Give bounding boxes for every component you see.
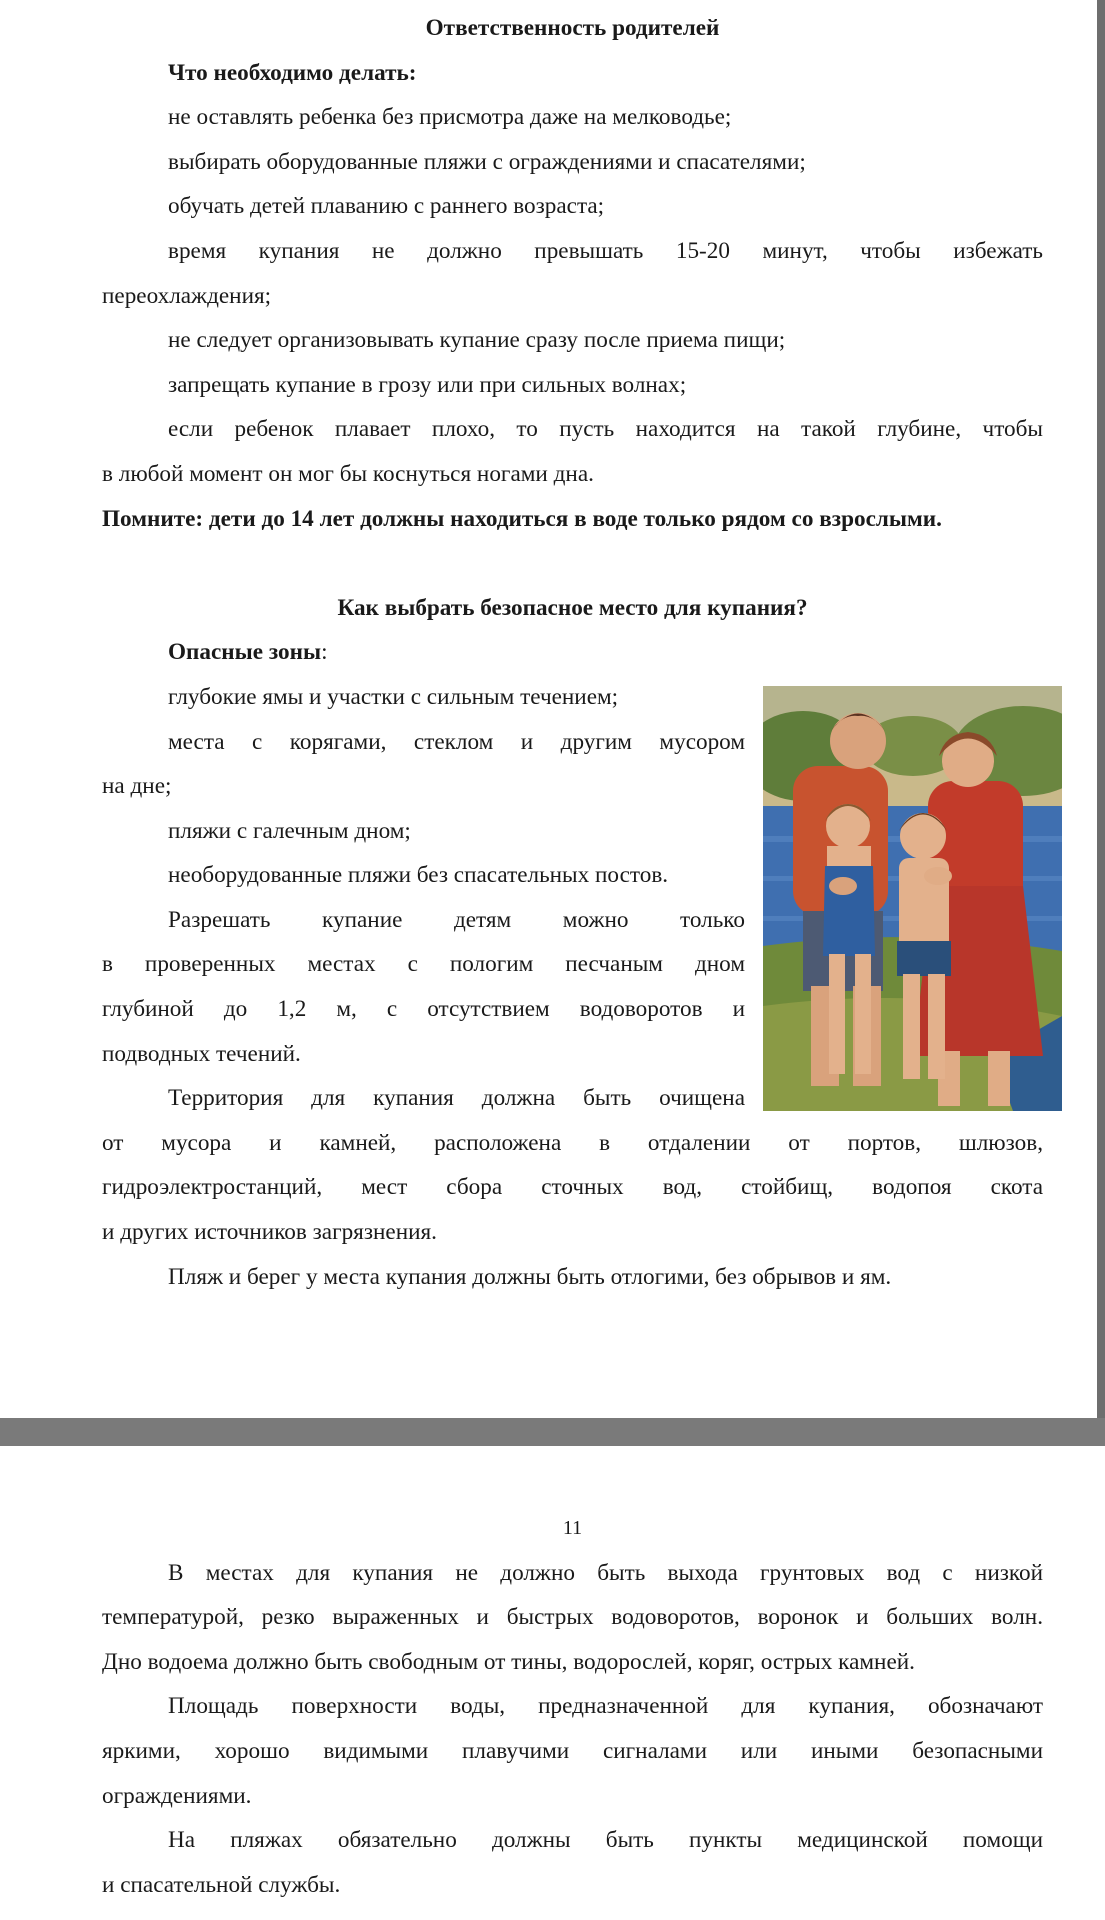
page-separator xyxy=(0,1418,1105,1446)
list-item: не оставлять ребенка без присмотра даже на мелководье; xyxy=(168,104,732,131)
danger-zones-label: Опасные зоны xyxy=(168,639,322,666)
paragraph-line: ограждениями. xyxy=(102,1782,252,1809)
danger-item: места с корягами, стеклом и другим мусором xyxy=(168,728,745,755)
territory-line: Территория для купания должна быть очищена xyxy=(168,1085,745,1112)
list-item: время купания не должно превышать 15-20 минут, чтобы избежать xyxy=(168,237,1043,264)
allowed-line: в проверенных местах с пологим песчаным дном xyxy=(102,951,745,978)
page-number: 11 xyxy=(562,1517,583,1539)
list-item-continuation: в любой момент он мог бы коснуться ногами дна. xyxy=(102,460,594,487)
paragraph-line: На пляжах обязательно должны быть пункты медицинской помощи xyxy=(168,1827,1043,1854)
document-page xyxy=(0,1446,1105,1920)
reminder-text: Помните: дети до 14 лет должны находиться в воде только рядом со взрослыми. xyxy=(102,505,942,532)
paragraph-line: Площадь поверхности воды, предназначенной для купания, обозначают xyxy=(168,1693,1043,1720)
territory-line: от мусора и камней, расположена в отдалении от портов, шлюзов, xyxy=(102,1129,1043,1156)
list-item: запрещать купание в грозу или при сильных волнах; xyxy=(168,371,687,398)
text-beside-illustration xyxy=(102,675,745,1121)
paragraph-line: температурой, резко выраженных и быстрых водоворотов, воронок и больших волн. xyxy=(102,1604,1043,1631)
danger-zones-heading xyxy=(102,630,1043,675)
scrollbar-edge xyxy=(1097,0,1105,1418)
list-item-continuation: переохлаждения; xyxy=(102,282,272,309)
list-item: выбирать оборудованные пляжи с ограждениями и спасателями; xyxy=(168,148,806,175)
paragraph-line: яркими, хорошо видимыми плавучими сигналами или иными безопасными xyxy=(102,1737,1043,1764)
danger-item-continuation: на дне; xyxy=(102,773,172,800)
page-title: Ответственность родителей xyxy=(425,15,720,41)
list-item: не следует организовывать купание сразу после приема пищи; xyxy=(168,327,786,354)
blank-line xyxy=(102,541,1043,586)
allowed-line: Разрешать купание детям можно только xyxy=(168,906,745,933)
section-title: Как выбрать безопасное место для купания? xyxy=(337,594,808,621)
territory-line: гидроэлектростанций, мест сбора сточных вод, стойбищ, водопоя скота xyxy=(102,1174,1043,1201)
page-content xyxy=(102,1506,1043,1907)
list-item: обучать детей плаванию с раннего возраста; xyxy=(168,193,605,220)
danger-item: необорудованные пляжи без спасательных постов. xyxy=(168,862,669,889)
paragraph-line: В местах для купания не должно быть выхода грунтовых вод с низкой xyxy=(168,1559,1043,1586)
allowed-line: подводных течений. xyxy=(102,1040,301,1067)
family-illustration xyxy=(763,686,1062,1111)
allowed-line: глубиной до 1,2 м, с отсутствием водоворотов и xyxy=(102,996,745,1023)
paragraph-line: Дно водоема должно быть свободным от тины, водорослей, коряг, острых камней. xyxy=(102,1648,915,1675)
danger-zones-colon: : xyxy=(321,639,328,666)
territory-line: и других источников загрязнения. xyxy=(102,1219,437,1246)
danger-item: пляжи с галечным дном; xyxy=(168,817,411,844)
what-to-do-heading: Что необходимо делать: xyxy=(168,59,417,86)
danger-item: глубокие ямы и участки с сильным течением; xyxy=(168,683,619,710)
paragraph-line: и спасательной службы. xyxy=(102,1871,341,1898)
list-item: если ребенок плавает плохо, то пусть находится на такой глубине, чтобы xyxy=(168,416,1043,443)
shore-text: Пляж и берег у места купания должны быть отлогими, без обрывов и ям. xyxy=(168,1263,892,1290)
